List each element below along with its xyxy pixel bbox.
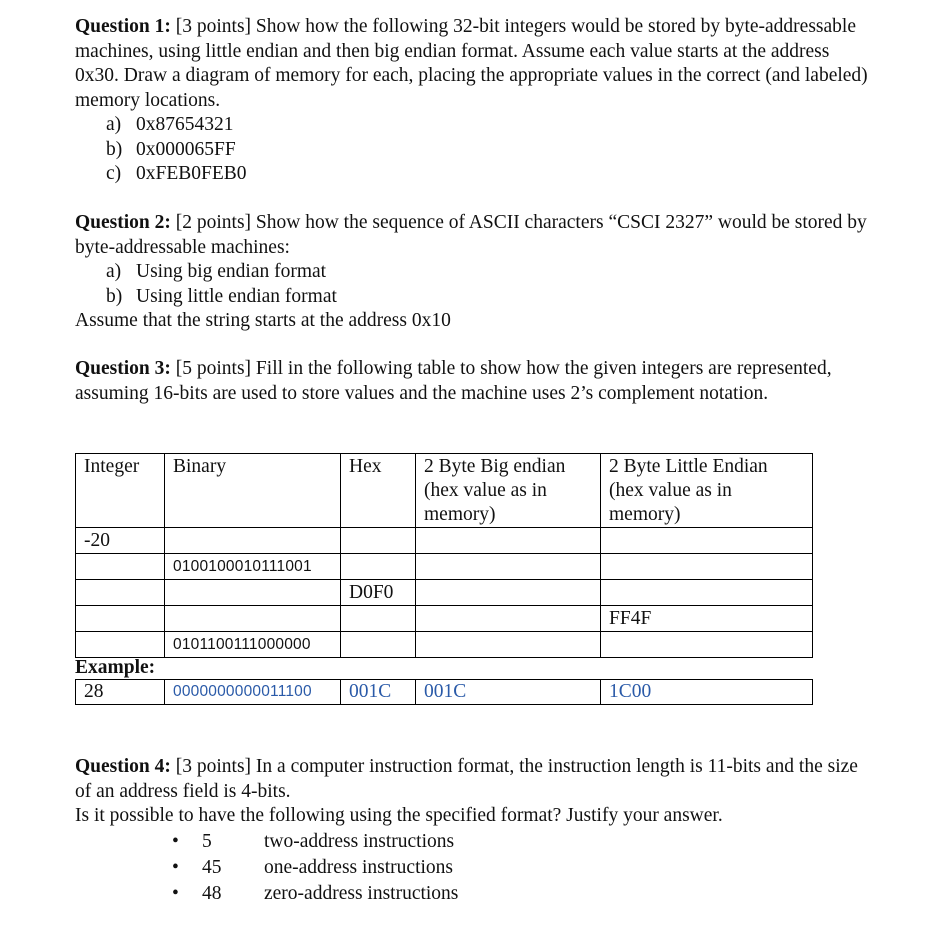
table-row — [76, 554, 813, 580]
conversion-table — [75, 453, 813, 658]
question-4-bullets — [75, 829, 875, 907]
example-row — [76, 680, 813, 705]
table-cell — [341, 528, 416, 554]
table-cell — [341, 554, 416, 580]
question-1-heading: Question 1: — [75, 16, 171, 37]
bullet-icon: • — [172, 882, 179, 904]
question-1 — [75, 15, 875, 187]
table-cell — [416, 580, 601, 606]
list-item: c) 0xFEB0FEB0 — [106, 163, 247, 184]
question-4-text: Question 4: [3 points] In a computer instruction format, the instruction length is 11-bits and the size of an address field is 4-bits. — [75, 756, 858, 802]
example-label: Example: — [75, 657, 156, 678]
table-cell — [76, 580, 165, 606]
list-item: a) Using big endian format — [106, 261, 327, 282]
table-cell: 0000000000011100 — [165, 680, 341, 705]
question-4-heading: Question 4: — [75, 756, 171, 777]
list-item: • 48 zero-address instructions — [75, 881, 875, 907]
column-header: Integer — [76, 454, 165, 528]
bullet-icon: • — [172, 830, 179, 852]
table-row — [76, 606, 813, 632]
table-cell — [601, 528, 813, 554]
question-2 — [75, 211, 875, 334]
table-cell — [416, 554, 601, 580]
table-cell: 0101100111000000 — [165, 632, 341, 658]
table-cell — [76, 606, 165, 632]
table-cell — [165, 580, 341, 606]
column-header: 2 Byte Big endian (hex value as in memory) — [416, 454, 601, 528]
table-cell — [341, 606, 416, 632]
table-cell — [165, 606, 341, 632]
table-cell: -20 — [76, 528, 165, 554]
table-cell — [165, 528, 341, 554]
table-cell: 0100100010111001 — [165, 554, 341, 580]
table-cell — [601, 632, 813, 658]
question-2-heading: Question 2: — [75, 212, 171, 233]
example-table — [75, 679, 813, 705]
column-header: 2 Byte Little Endian (hex value as in memory) — [601, 454, 813, 528]
question-4 — [75, 755, 875, 907]
table-cell — [416, 632, 601, 658]
question-2-footer: Assume that the string starts at the address 0x10 — [75, 310, 451, 331]
table-cell — [416, 528, 601, 554]
question-2-items — [75, 260, 875, 309]
question-2-text: Question 2: [2 points] Show how the sequence of ASCII characters “CSCI 2327” would be stored by byte-addressable machines: — [75, 212, 867, 258]
question-3 — [75, 357, 875, 406]
table-cell: 28 — [76, 680, 165, 705]
question-3-heading: Question 3: — [75, 358, 171, 379]
table-cell — [601, 554, 813, 580]
list-item: b) 0x000065FF — [106, 138, 236, 160]
question-4-question: Is it possible to have the following using the specified format? Justify your answer. — [75, 805, 723, 826]
table-row — [76, 580, 813, 606]
table-cell: D0F0 — [341, 580, 416, 606]
list-item: • 5 two-address instructions — [75, 829, 875, 855]
table-cell: FF4F — [601, 606, 813, 632]
table-cell: 001C — [341, 680, 416, 705]
list-item: a) 0x87654321 — [106, 114, 234, 135]
table-header-row — [76, 454, 813, 528]
table-cell: 001C — [416, 680, 601, 705]
table-cell — [76, 632, 165, 658]
table-cell — [341, 632, 416, 658]
list-item: • 45 one-address instructions — [75, 855, 875, 881]
column-header: Binary — [165, 454, 341, 528]
table-row — [76, 528, 813, 554]
table-cell: 1C00 — [601, 680, 813, 705]
column-header: Hex — [341, 454, 416, 528]
bullet-icon: • — [172, 856, 179, 878]
table-row — [76, 632, 813, 658]
question-1-text: Question 1: [3 points] Show how the following 32-bit integers would be stored by byte-addressable machines, using little endian and then big endian format. Assume each value starts at the address 0x30. Draw a diagram of memory for each, placing the appropriate values in the correct (and labeled) memory locations. — [75, 16, 868, 111]
question-1-items — [75, 113, 875, 187]
table-cell — [601, 580, 813, 606]
table-cell — [416, 606, 601, 632]
list-item: b) Using little endian format — [106, 285, 337, 307]
question-3-text: Question 3: [5 points] Fill in the following table to show how the given integers are represented, assuming 16-bits are used to store values and the machine uses 2’s complement notation. — [75, 358, 832, 404]
table-cell — [76, 554, 165, 580]
